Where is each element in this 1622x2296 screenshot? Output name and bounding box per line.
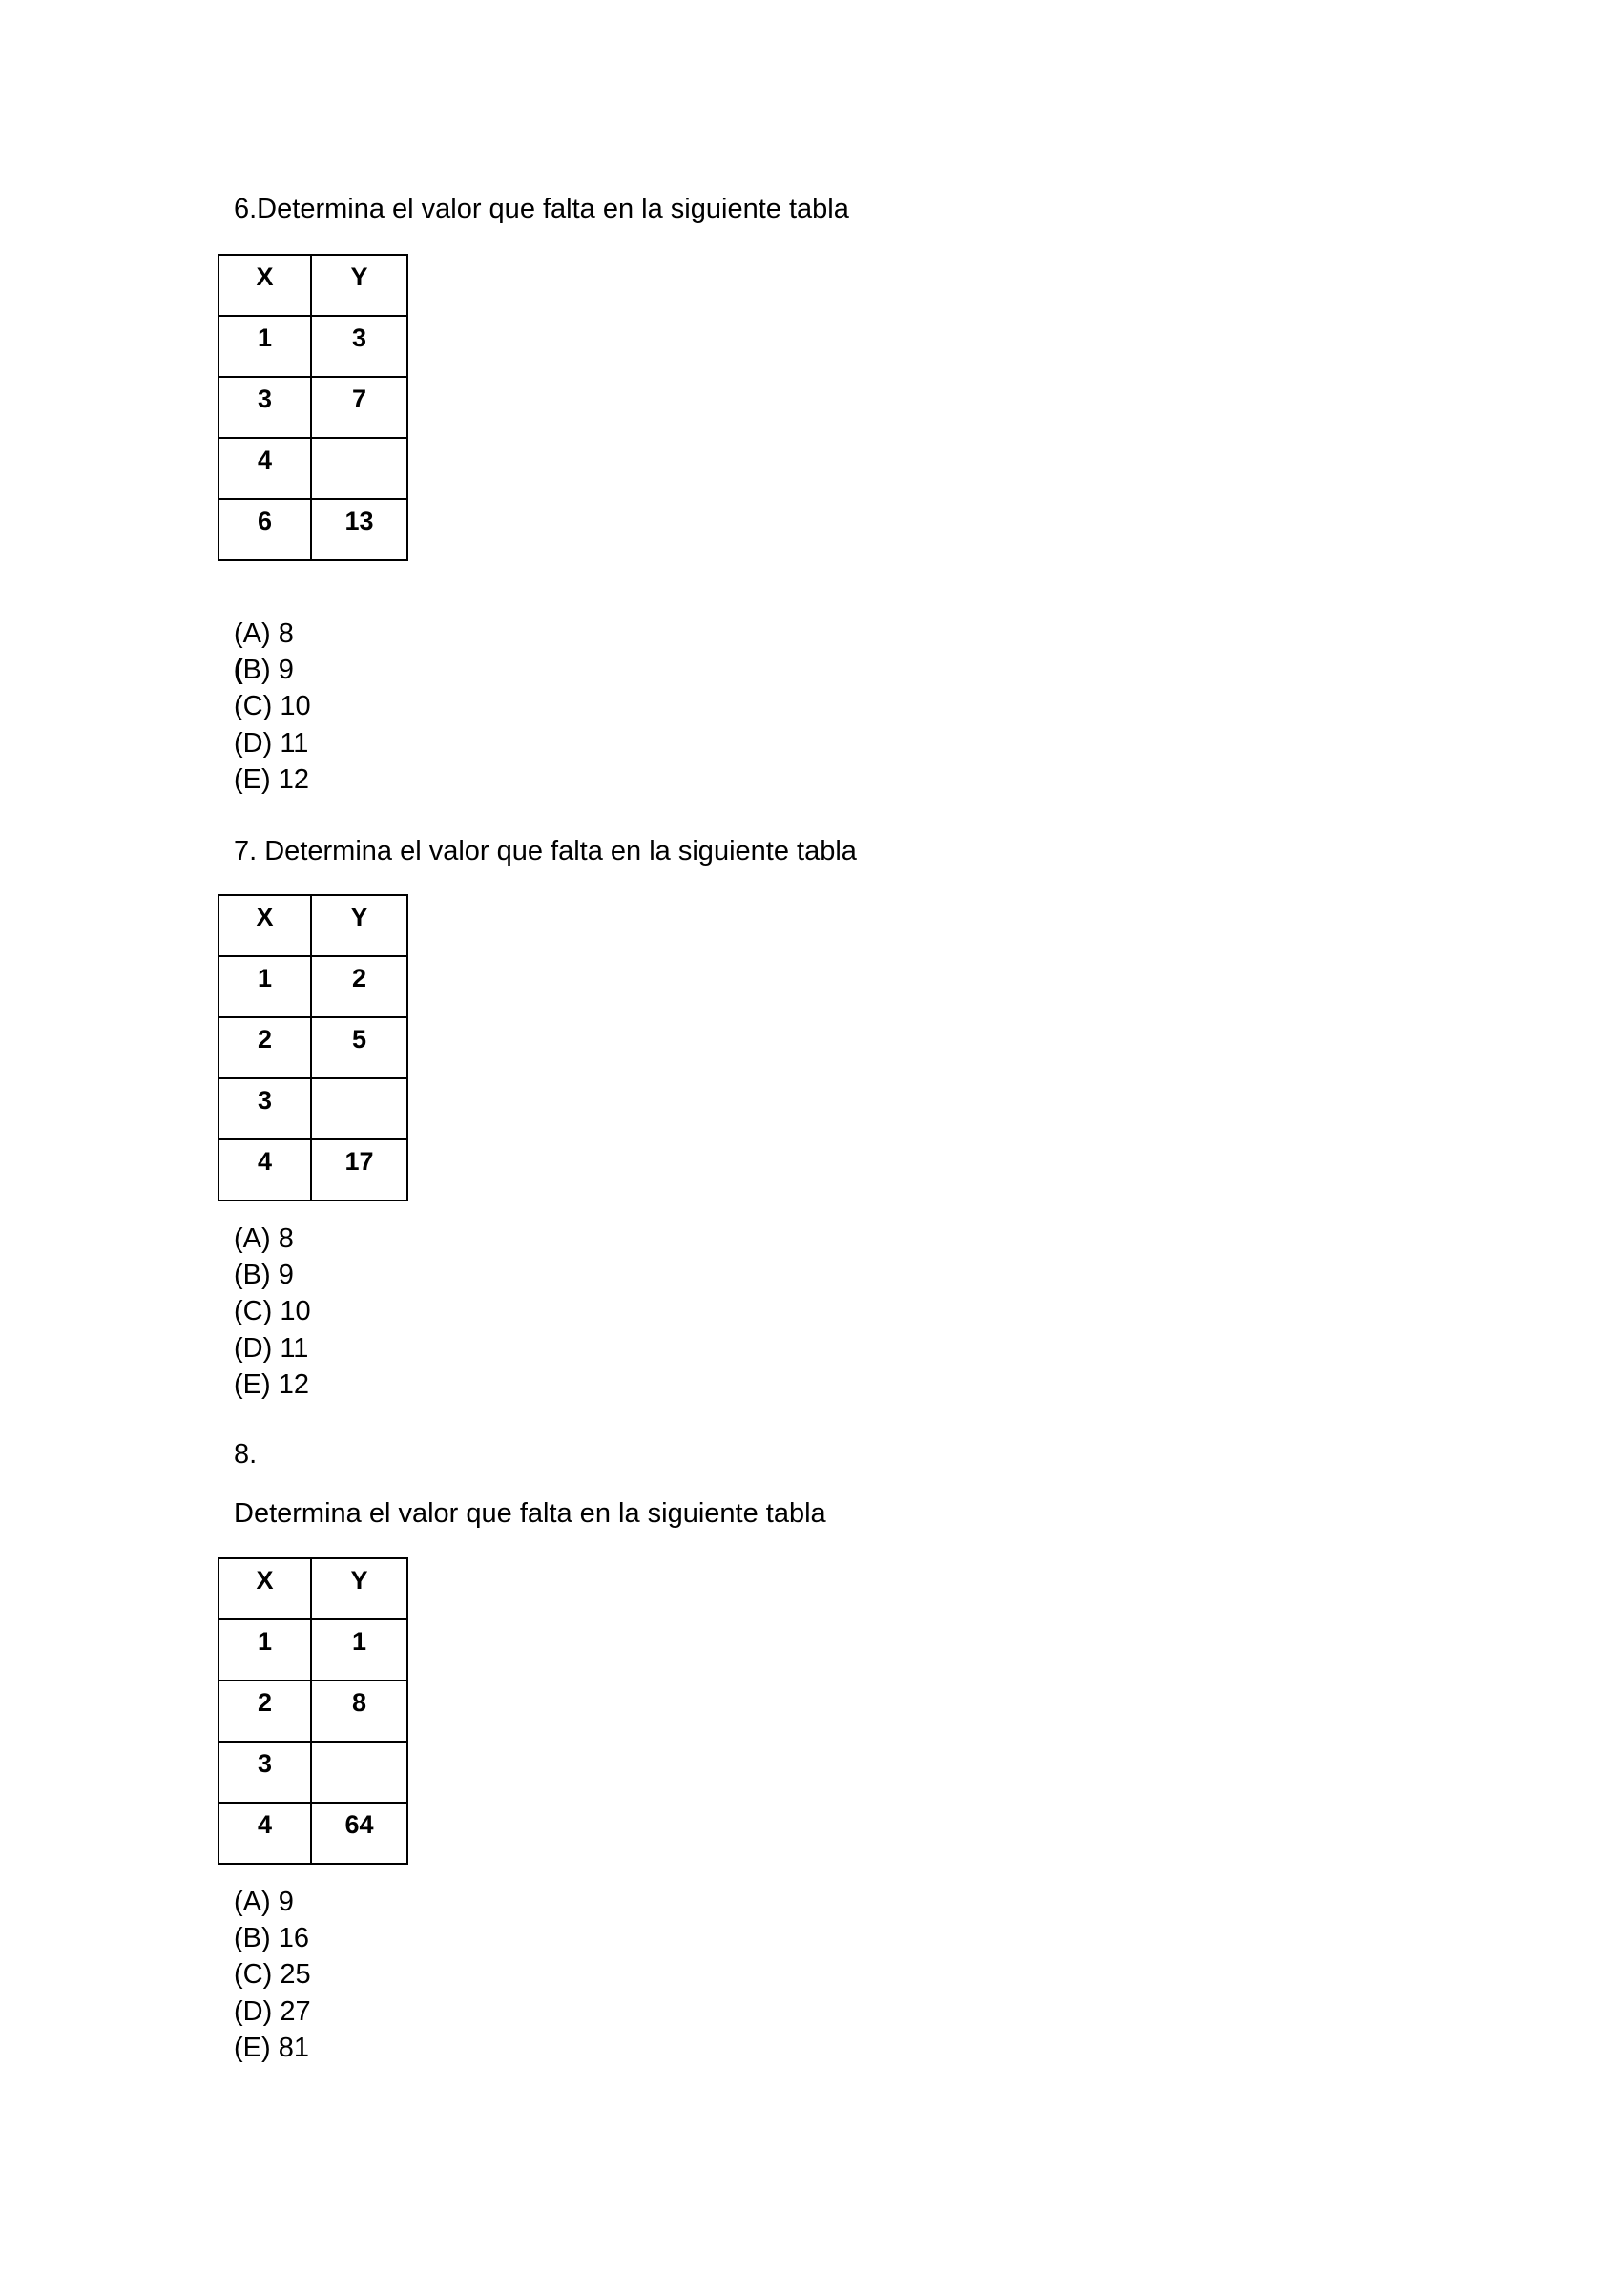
cell-y: 13 (311, 499, 407, 560)
cell-y-missing (311, 1742, 407, 1803)
question-6-table (218, 254, 408, 561)
cell-y: 64 (311, 1803, 407, 1864)
header-x: X (218, 255, 311, 316)
table-row (218, 1742, 407, 1803)
question-8-number: 8. (234, 1439, 258, 1470)
table-row (218, 1803, 407, 1864)
option-a: (A) 9 (234, 1887, 294, 1917)
table-header-row (218, 895, 407, 956)
cell-x: 1 (218, 316, 311, 377)
table-row (218, 316, 407, 377)
question-6-options (234, 616, 311, 798)
cell-x: 4 (218, 1803, 311, 1864)
cell-y: 1 (311, 1619, 407, 1680)
table-row (218, 1619, 407, 1680)
table-row (218, 377, 407, 438)
table-row (218, 956, 407, 1017)
header-x: X (218, 895, 311, 956)
option-d: (D) 27 (234, 1995, 311, 2027)
cell-x: 2 (218, 1680, 311, 1742)
question-6-title: 6.Determina el valor que falta en la siguiente tabla (234, 194, 849, 224)
cell-y: 8 (311, 1680, 407, 1742)
option-b: (B) 9 (234, 655, 294, 686)
table-row (218, 1680, 407, 1742)
option-d: (D) 11 (234, 727, 309, 759)
cell-y: 7 (311, 377, 407, 438)
option-e: (E) 12 (234, 763, 309, 795)
question-8-title: Determina el valor que falta en la siguiente tabla (234, 1498, 826, 1529)
table-row (218, 438, 407, 499)
option-e: (E) 81 (234, 2032, 309, 2063)
option-d: (D) 11 (234, 1332, 309, 1364)
option-c: (C) 10 (234, 691, 311, 722)
cell-y: 5 (311, 1017, 407, 1078)
option-e: (E) 12 (234, 1368, 309, 1400)
cell-x: 6 (218, 499, 311, 560)
table-row (218, 499, 407, 560)
question-7-table (218, 894, 408, 1201)
question-8-table (218, 1557, 408, 1865)
cell-y: 3 (311, 316, 407, 377)
option-c: (C) 25 (234, 1959, 311, 1991)
question-7-options (234, 1221, 311, 1403)
cell-x: 3 (218, 1742, 311, 1803)
cell-y: 2 (311, 956, 407, 1017)
cell-x: 1 (218, 956, 311, 1017)
question-7-title: 7. Determina el valor que falta en la siguiente tabla (234, 836, 857, 866)
table-row (218, 1078, 407, 1139)
cell-y-missing (311, 438, 407, 499)
cell-x: 3 (218, 1078, 311, 1139)
table-row (218, 1139, 407, 1200)
cell-x: 4 (218, 1139, 311, 1200)
cell-y: 17 (311, 1139, 407, 1200)
cell-x: 2 (218, 1017, 311, 1078)
header-y: Y (311, 255, 407, 316)
table-header-row (218, 1558, 407, 1619)
header-x: X (218, 1558, 311, 1619)
option-b: (B) 9 (234, 1260, 294, 1291)
option-b: (B) 16 (234, 1923, 309, 1954)
question-8-options (234, 1884, 311, 2066)
table-header-row (218, 255, 407, 316)
cell-x: 3 (218, 377, 311, 438)
header-y: Y (311, 895, 407, 956)
cell-x: 4 (218, 438, 311, 499)
option-c: (C) 10 (234, 1296, 311, 1327)
cell-y-missing (311, 1078, 407, 1139)
option-a: (A) 8 (234, 618, 294, 649)
header-y: Y (311, 1558, 407, 1619)
table-row (218, 1017, 407, 1078)
option-a: (A) 8 (234, 1223, 294, 1254)
cell-x: 1 (218, 1619, 311, 1680)
